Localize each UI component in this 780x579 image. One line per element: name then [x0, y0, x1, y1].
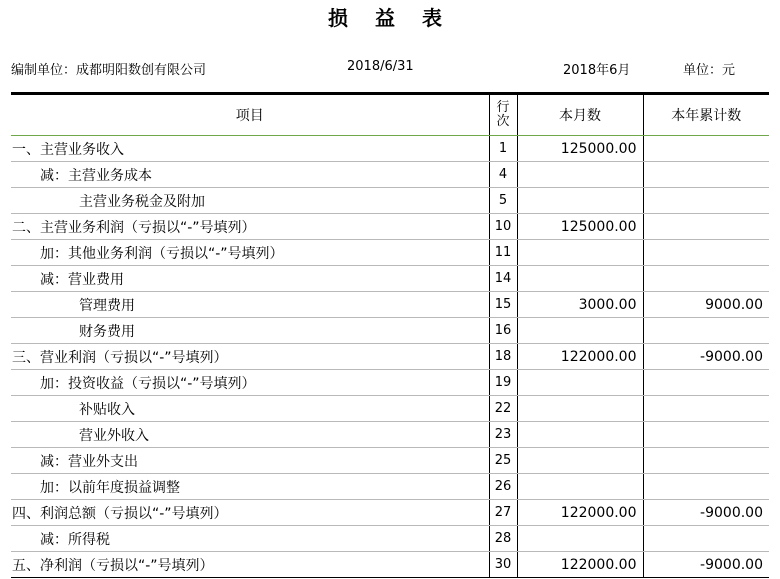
row-item-name: 一、主营业务收入	[11, 136, 489, 162]
row-year-to-date[interactable]	[643, 188, 769, 214]
row-current-month[interactable]	[517, 370, 643, 396]
table-row	[11, 448, 769, 474]
row-item-name: 减：营业费用	[11, 266, 489, 292]
row-item-name: 三、营业利润（亏损以“-”号填列）	[11, 344, 489, 370]
row-year-to-date[interactable]	[643, 422, 769, 448]
row-line-no: 28	[489, 526, 517, 552]
reporting-entity: 编制单位：成都明阳数创有限公司	[11, 63, 207, 78]
column-header-line-top: 行	[496, 100, 510, 115]
table-row	[11, 188, 769, 214]
row-line-no: 26	[489, 474, 517, 500]
row-item-name: 加：以前年度损益调整	[11, 474, 489, 500]
row-current-month[interactable]: 125000.00	[517, 136, 643, 162]
table-header-row	[11, 94, 769, 136]
row-line-no: 16	[489, 318, 517, 344]
table-row	[11, 214, 769, 240]
column-header-line-no	[489, 94, 517, 136]
row-current-month[interactable]	[517, 422, 643, 448]
table-row	[11, 552, 769, 578]
row-year-to-date[interactable]	[643, 214, 769, 240]
table-row	[11, 526, 769, 552]
row-item-name: 五、净利润（亏损以“-”号填列）	[11, 552, 489, 578]
row-year-to-date[interactable]	[643, 396, 769, 422]
row-item-name: 管理费用	[11, 292, 489, 318]
row-current-month[interactable]	[517, 448, 643, 474]
row-line-no: 27	[489, 500, 517, 526]
row-item-name: 四、利润总额（亏损以“-”号填列）	[11, 500, 489, 526]
row-current-month[interactable]	[517, 240, 643, 266]
row-year-to-date[interactable]	[643, 136, 769, 162]
row-current-month[interactable]: 122000.00	[517, 500, 643, 526]
row-current-month[interactable]	[517, 266, 643, 292]
column-header-line-bottom: 次	[496, 114, 510, 129]
row-year-to-date[interactable]	[643, 266, 769, 292]
column-header-item: 项目	[11, 94, 489, 136]
row-line-no: 25	[489, 448, 517, 474]
row-line-no: 23	[489, 422, 517, 448]
row-year-to-date[interactable]: -9000.00	[643, 552, 769, 578]
row-current-month[interactable]: 122000.00	[517, 344, 643, 370]
table-row	[11, 292, 769, 318]
page-title: 损 益 表	[328, 6, 452, 30]
row-item-name: 减：营业外支出	[11, 448, 489, 474]
row-year-to-date[interactable]	[643, 448, 769, 474]
row-line-no: 4	[489, 162, 517, 188]
currency-unit: 单位：元	[683, 63, 736, 78]
report-date: 2018/6/31	[347, 59, 414, 74]
row-item-name: 补贴收入	[11, 396, 489, 422]
row-current-month[interactable]: 125000.00	[517, 214, 643, 240]
row-line-no: 10	[489, 214, 517, 240]
row-year-to-date[interactable]	[643, 370, 769, 396]
report-period: 2018年6月	[563, 63, 631, 78]
table-row	[11, 344, 769, 370]
row-year-to-date[interactable]	[643, 318, 769, 344]
row-item-name: 财务费用	[11, 318, 489, 344]
table-row	[11, 136, 769, 162]
row-year-to-date[interactable]	[643, 526, 769, 552]
table-row	[11, 422, 769, 448]
table-row	[11, 500, 769, 526]
row-line-no: 18	[489, 344, 517, 370]
row-line-no: 19	[489, 370, 517, 396]
row-line-no: 22	[489, 396, 517, 422]
table-row	[11, 240, 769, 266]
table-row	[11, 318, 769, 344]
table-row	[11, 474, 769, 500]
row-year-to-date[interactable]	[643, 474, 769, 500]
row-item-name: 加：投资收益（亏损以“-”号填列）	[11, 370, 489, 396]
column-header-year-to-date: 本年累计数	[643, 94, 769, 136]
table-row	[11, 370, 769, 396]
table-row	[11, 266, 769, 292]
row-current-month[interactable]	[517, 396, 643, 422]
column-header-current-month: 本月数	[517, 94, 643, 136]
row-line-no: 5	[489, 188, 517, 214]
row-current-month[interactable]: 122000.00	[517, 552, 643, 578]
row-item-name: 二、主营业务利润（亏损以“-”号填列）	[11, 214, 489, 240]
row-item-name: 加：其他业务利润（亏损以“-”号填列）	[11, 240, 489, 266]
row-year-to-date[interactable]	[643, 162, 769, 188]
row-current-month[interactable]	[517, 318, 643, 344]
row-year-to-date[interactable]: -9000.00	[643, 344, 769, 370]
row-year-to-date[interactable]: 9000.00	[643, 292, 769, 318]
table-row	[11, 396, 769, 422]
income-statement	[11, 92, 769, 578]
row-current-month[interactable]	[517, 188, 643, 214]
row-year-to-date[interactable]: -9000.00	[643, 500, 769, 526]
row-current-month[interactable]	[517, 162, 643, 188]
row-line-no: 30	[489, 552, 517, 578]
row-current-month[interactable]	[517, 474, 643, 500]
row-item-name: 减：所得税	[11, 526, 489, 552]
table-row	[11, 162, 769, 188]
row-item-name: 主营业务税金及附加	[11, 188, 489, 214]
row-line-no: 15	[489, 292, 517, 318]
row-item-name: 减：主营业务成本	[11, 162, 489, 188]
income-statement-table	[11, 92, 769, 578]
row-item-name: 营业外收入	[11, 422, 489, 448]
row-line-no: 11	[489, 240, 517, 266]
row-line-no: 1	[489, 136, 517, 162]
row-current-month[interactable]	[517, 526, 643, 552]
row-year-to-date[interactable]	[643, 240, 769, 266]
row-current-month[interactable]: 3000.00	[517, 292, 643, 318]
row-line-no: 14	[489, 266, 517, 292]
